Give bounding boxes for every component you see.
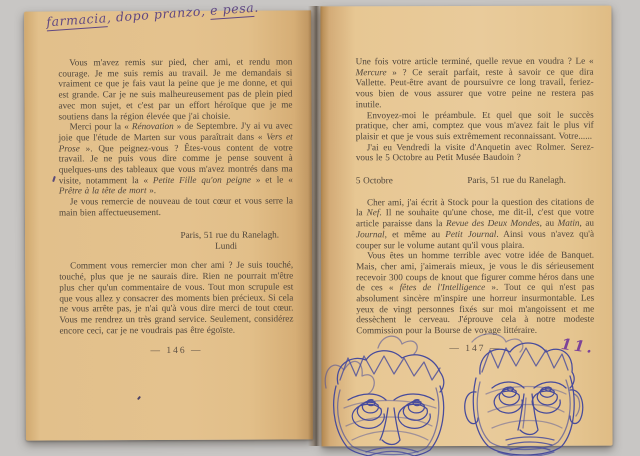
left-dateline-day: Lundi — [215, 240, 238, 251]
right-page-text-bottom: Cher ami, j'ai écrit à Stock pour la question des citations de la Nef. Il ne souhaite qu'une chose, me dit-il, c'est que votre article paraisse dans la Revue des Deux Mondes, au Matin, au Journal, et même au Petit Journal. Ainsi vous n'avez qu'à couper sur le volume autant qu'il vous plaira. Vous êtes un homme terrible avec votre idée de Banquet. Mais, cher ami, j'aimerais mieux, je vous le dis sérieusement recevoir 300 coups de knout que figurer comme héros dans une de ces « fêtes de l'Intelligence ». Tout ce qui n'est pas absolument sincère m'inspire une horreur insurmontable. Les yeux de vingt personnes fixés sur moi m'angoissent et me dessèchent le cerveau. J'éprouve cela à notre modeste Commission pour la Bourse de voyage littéraire. — [355, 196, 595, 336]
right-dateline-address: Paris, 51 rue du Ranelagh. — [467, 174, 566, 186]
left-page — [24, 10, 313, 440]
right-page — [320, 6, 612, 447]
left-page-text-top: Vous m'avez remis sur pied, cher ami, et rendu mon courage. Je me suis remis au travail. Je me demandais si vraiment ce que je fais vaut la peine que je me donne, et qui est grande. Car je ne suis malheureusement pas de plein pied avec mon sujet, et c'est par un effort héroïque que je me soutiens dans la région élevée que j'ai choisie. Merci pour la « Rénovation » de Septembre. J'y ai vu avec joie que l'étude de Marten sur vous paraîtrait dans « Vers et Prose ». Que peignez-vous ? Êtes-vous content de votre travail. Je ne puis vous dire comme je pense souvent à quelques-uns des tableaux que vous m'avez montrés dans ma visite, notamment la « Petite Fille qu'on peigne » et le « Prêtre à la tête de mort ». Je vous remercie de nouveau de tout cœur et vous serre la main bien affectueusement. — [58, 56, 293, 218]
margin-number-annotation: 11. — [560, 335, 596, 357]
right-page-text-top: Une fois votre article terminé, quelle revue en voudra ? Le « Mercure » ? Ce serait parfait, reste à savoir ce que dira Vallette. Peut-être avant de poursuivre ce long travail, feriez-vous bien de vous assurer que votre peine ne restera pas inutile. Envoyez-moi le préambule. Et quel que soit le succès pratique, cher ami, comptez que vous m'avez fait le plus vif plaisir et que je vous suis extrêmement reconnaissant. Votre...... J'ai eu Vendredi la visite d'Anquetin avec Rolmer. Serez-vous le 5 Octobre au Petit Musée Baudoin ? — [355, 55, 594, 163]
handwritten-note: farmacia, dopo pranzo, e pesa. — [45, 0, 260, 30]
left-dateline-address: Paris, 51 rue du Ranelagh. — [180, 229, 280, 240]
right-dateline-date: 5 Octobre — [355, 175, 393, 186]
left-page-number: — 146 — — [150, 345, 203, 357]
left-page-text-bottom: Comment vous remercier mon cher ami ? Je suis touché, touché, plus que je ne saurais dire. Rien ne pourrait m'être plus cher qu'un commentaire de vous. Tout mon scrupule est que vous allez y consacrer des moments bien précieux. Si cela ne vous arrête pas, je n'ai qu'à vous dire merci de tout cœur. Vous me rendrez un très grand service. Seulement, considérez encore ceci, car je ne voudrais pas être égoïste. — [59, 259, 294, 336]
book-gutter-shadow — [308, 6, 323, 446]
left-page-lower-block — [59, 220, 293, 335]
right-dateline — [356, 175, 594, 186]
right-page-number: — 147 — — [449, 343, 502, 355]
right-page-text — [356, 56, 595, 336]
